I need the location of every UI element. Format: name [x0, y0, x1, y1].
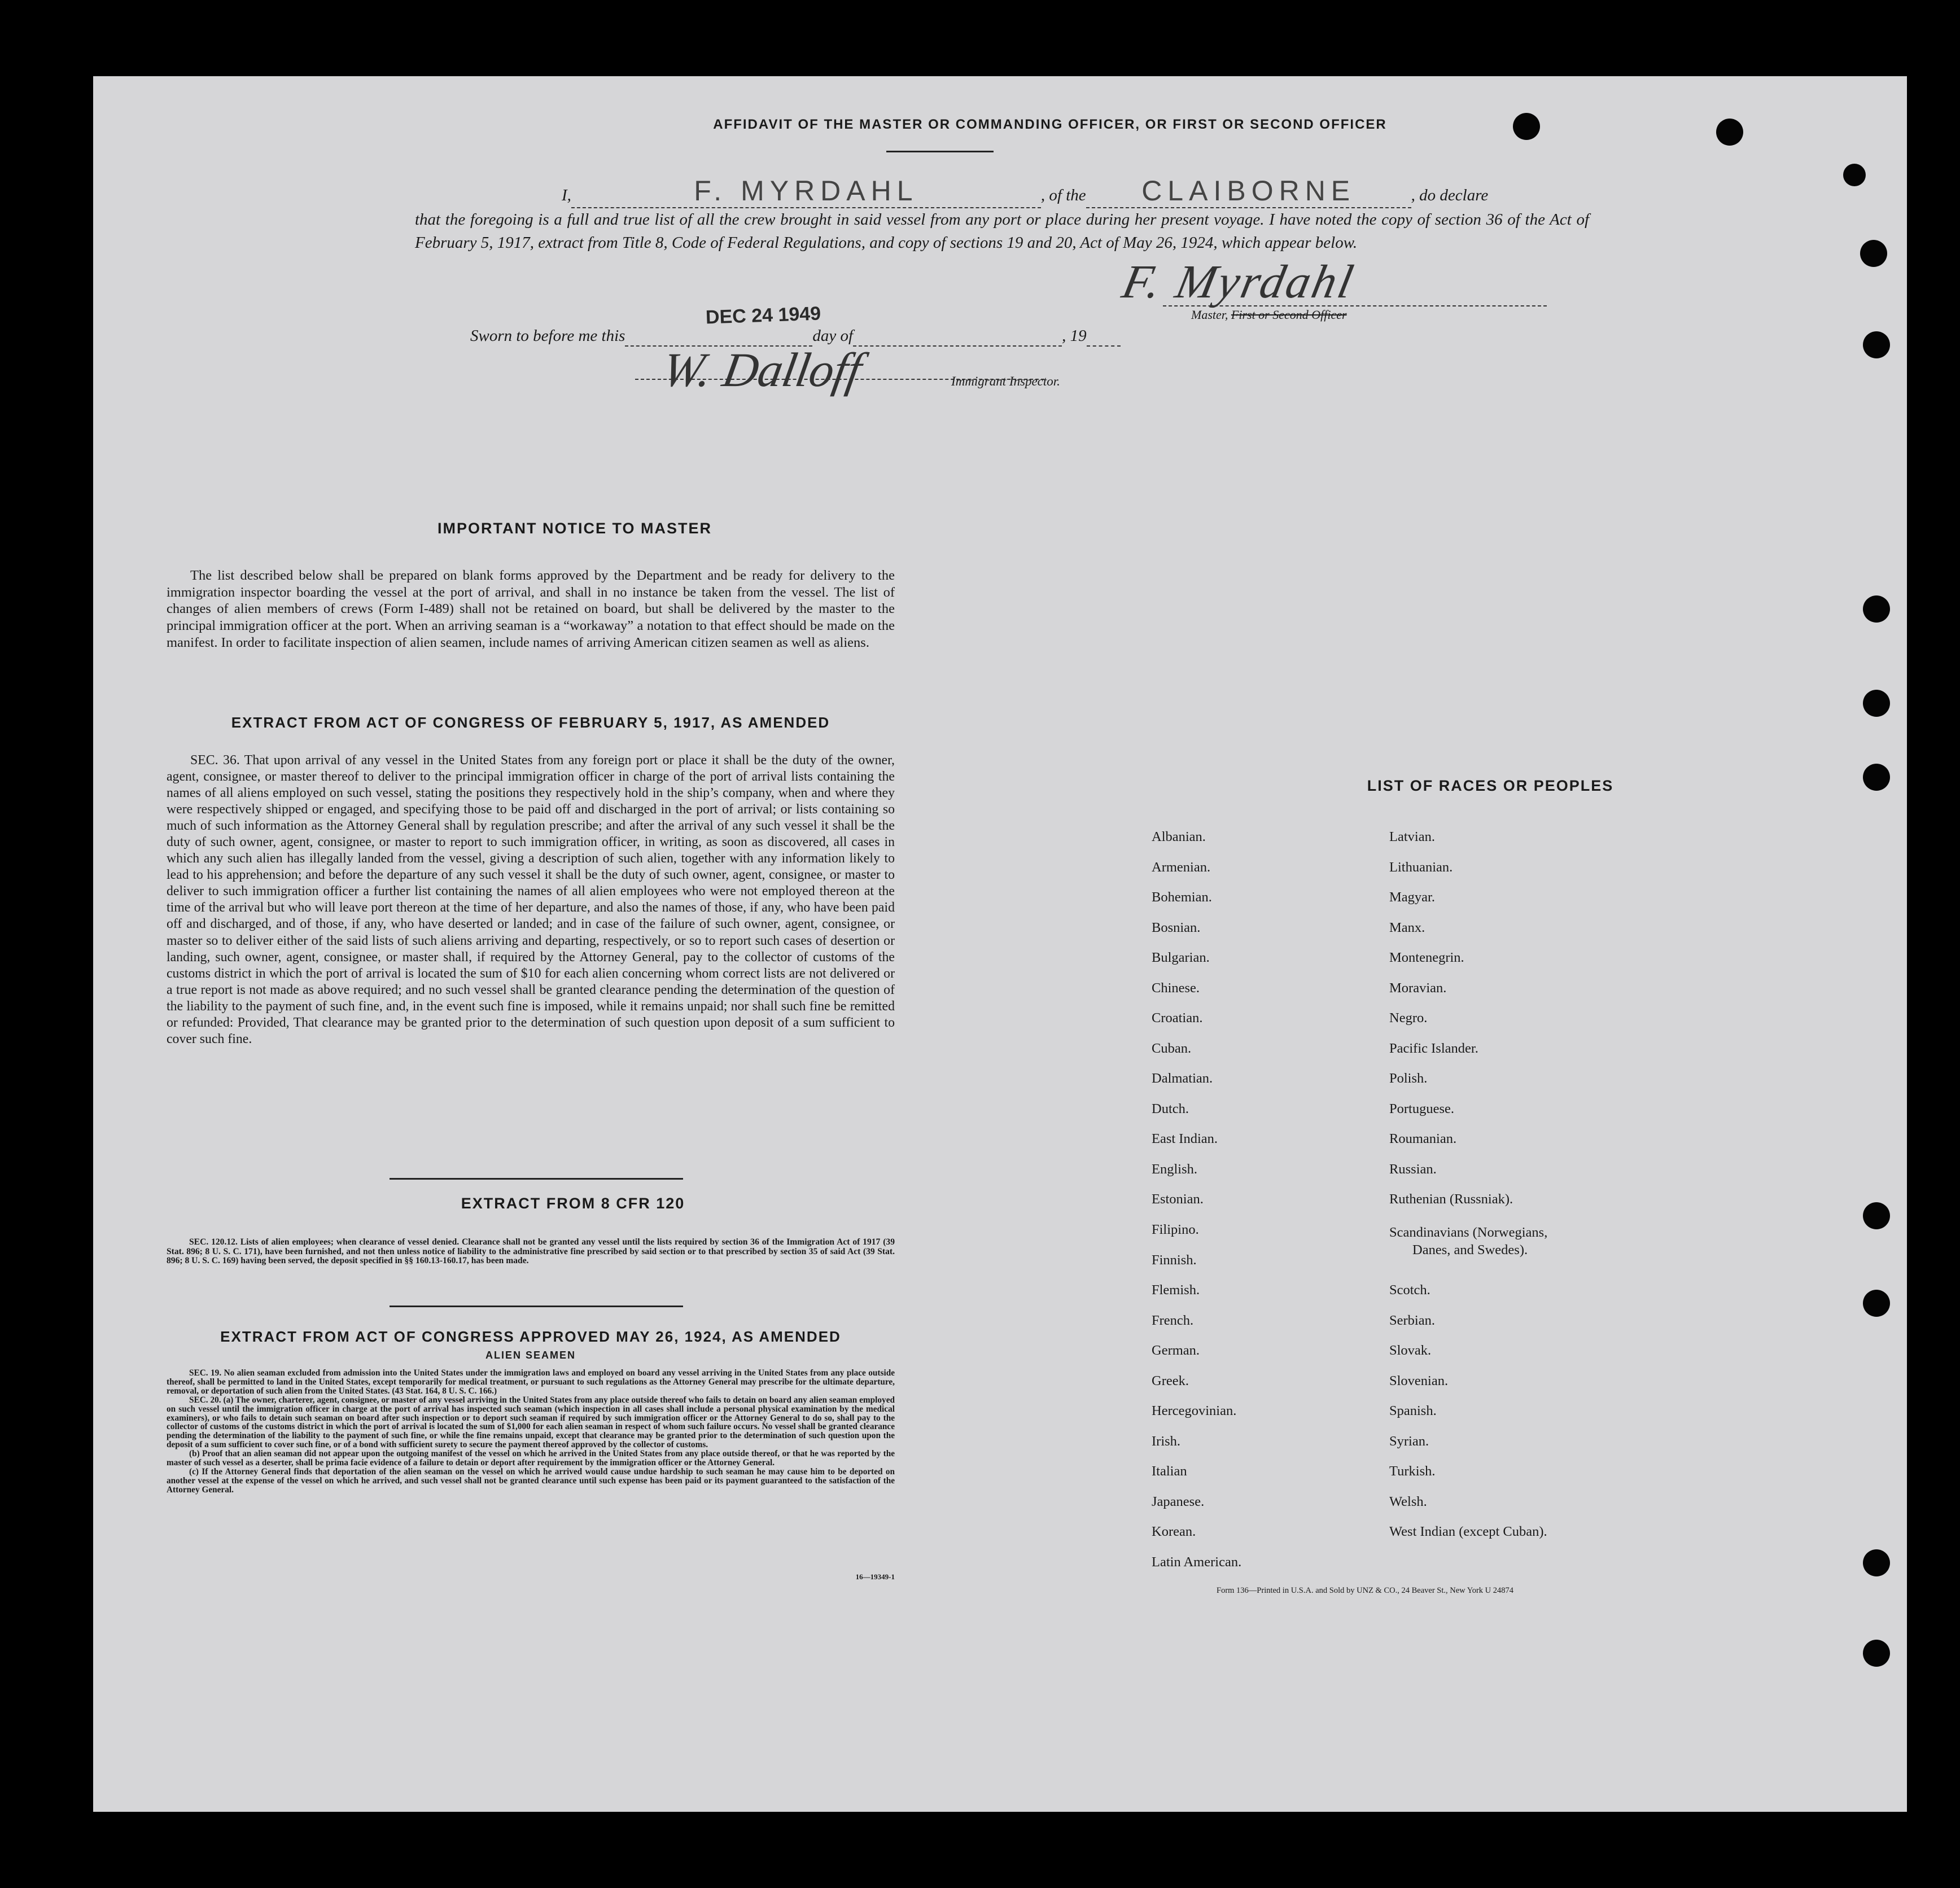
punch-hole: [1863, 764, 1890, 791]
race-item: Finnish.: [1152, 1252, 1197, 1268]
race-item: Polish.: [1389, 1071, 1428, 1086]
punch-hole: [1863, 331, 1890, 358]
affidavit-do-declare: , do declare: [1411, 186, 1489, 204]
affidavit-prefix: I,: [562, 186, 571, 204]
affidavit-first-line: [415, 175, 1589, 208]
race-item: Bosnian.: [1152, 920, 1201, 935]
race-item: Moravian.: [1389, 980, 1447, 996]
race-item: Roumanian.: [1389, 1131, 1457, 1146]
race-item: Montenegrin.: [1389, 950, 1464, 965]
date-stamp: DEC 24 1949: [705, 303, 821, 328]
race-item: Ruthenian (Russniak).: [1389, 1192, 1513, 1207]
race-item: Welsh.: [1389, 1494, 1427, 1509]
race-item: Serbian.: [1389, 1313, 1435, 1328]
race-item: West Indian (except Cuban).: [1389, 1524, 1547, 1539]
race-item: Russian.: [1389, 1162, 1437, 1177]
notice-body: The list described below shall be prepared on blank forms approved by the Department and be ready for delivery to the immigration inspector boarding the vessel at the port of arrival, and shall in no instance be taken from the vessel. The list of changes of alien members of crews (Form I-489) shall not be retained on board, but shall be delivered by the master to the principal immigration officer at the port. When an arriving seaman is a “workaway” a notation to that effect should be made on the manifest. In order to facilitate inspection of alien seamen, include names of arriving American citizen seamen as well as aliens.: [167, 568, 895, 650]
race-item: Italian: [1152, 1464, 1187, 1479]
race-item: Japanese.: [1152, 1494, 1205, 1509]
race-item: Danes, and Swedes).: [1412, 1242, 1528, 1258]
section-divider: [390, 1306, 683, 1307]
affidavit-title: AFFIDAVIT OF THE MASTER OR COMMANDING OFFICER, OR FIRST OR SECOND OFFICER: [713, 117, 1387, 132]
race-item: Bulgarian.: [1152, 950, 1210, 965]
race-item: Croatian.: [1152, 1010, 1203, 1026]
punch-hole: [1716, 119, 1743, 146]
race-item: Korean.: [1152, 1524, 1196, 1539]
form-number: 16—19349-1: [855, 1572, 895, 1581]
race-item: Greek.: [1152, 1373, 1189, 1388]
race-item: Scandinavians (Norwegians,: [1389, 1225, 1548, 1240]
punch-hole: [1860, 240, 1887, 267]
race-item: German.: [1152, 1343, 1200, 1358]
sworn-year-prefix: , 19: [1062, 327, 1087, 345]
act-1924-title: EXTRACT FROM ACT OF CONGRESS APPROVED MAY 26, 1924, AS AMENDED: [220, 1328, 841, 1345]
affidavit-body: [415, 175, 1589, 255]
race-item: Chinese.: [1152, 980, 1200, 996]
sworn-text: Sworn to before me this: [470, 327, 625, 345]
race-item: Pacific Islander.: [1389, 1041, 1478, 1056]
race-item: Bohemian.: [1152, 890, 1212, 905]
race-item: Flemish.: [1152, 1282, 1200, 1298]
act-1924-paragraph: (c) If the Attorney General finds that deportation of the alien seaman on the vessel on which he arrived would cause undue hardship to such seaman he may cause him to be deported on another vessel at the expense of the vessel on which he arrived, and such vessel shall not be granted clearance until such expense has been paid or its payment guaranteed to the satisfaction of the Attorney General.: [167, 1466, 895, 1495]
race-item: Manx.: [1389, 920, 1425, 935]
race-item: Spanish.: [1389, 1403, 1437, 1418]
affidavit-declaration: that the foregoing is a full and true list of all the crew brought in said vessel from any port or place during her present voyage. I have noted the copy of section 36 of the Act of February 5, 1917, extract from Title 8, Code of Federal Regulations, and copy of sections 19 and 20, Act of May 26, 1924, which appear below.: [415, 211, 1589, 252]
race-item: Dalmatian.: [1152, 1071, 1213, 1086]
inspector-signature: W. Dalloff: [658, 343, 866, 397]
race-item: Slovak.: [1389, 1343, 1432, 1358]
race-item: Irish.: [1152, 1434, 1181, 1449]
act-1917-title: EXTRACT FROM ACT OF CONGRESS OF FEBRUARY 5, 1917, AS AMENDED: [231, 714, 830, 731]
vessel-name-field: [1086, 175, 1411, 208]
punch-hole: [1513, 113, 1540, 140]
race-item: Armenian.: [1152, 860, 1211, 875]
punch-hole: [1863, 1202, 1890, 1229]
act-1924-subtitle: ALIEN SEAMEN: [485, 1350, 576, 1361]
punch-hole: [1843, 164, 1866, 186]
race-item: Estonian.: [1152, 1192, 1204, 1207]
master-name-field: [571, 175, 1041, 208]
document-page: [93, 76, 1907, 1812]
race-item: Turkish.: [1389, 1464, 1436, 1479]
race-item: Dutch.: [1152, 1101, 1189, 1116]
act-1924-body: [167, 1369, 895, 1495]
race-item: French.: [1152, 1313, 1194, 1328]
race-item: Slovenian.: [1389, 1373, 1449, 1388]
race-item: Filipino.: [1152, 1222, 1199, 1237]
sworn-day-of: day of: [812, 327, 854, 345]
punch-hole: [1863, 690, 1890, 717]
inspector-caption: Immigrant Inspector.: [951, 374, 1060, 388]
punch-hole: [1863, 1640, 1890, 1667]
cfr-title: EXTRACT FROM 8 CFR 120: [461, 1195, 685, 1212]
act-1924-paragraph: (b) Proof that an alien seaman did not appear upon the outgoing manifest of the vessel on which he arrived in the United States from any place outside thereof, or that he was reported by the master of such vessel as a deserter, shall be prima facie evidence of a failure to detain or deport after requirement by the immigration officer or the Attorney General.: [167, 1449, 895, 1468]
punch-hole: [1863, 1290, 1890, 1317]
act-1924-paragraph: SEC. 19. No alien seaman excluded from admission into the United States under the immigration laws and employed on board any vessel arriving in the United States from any place outside thereof, shall be permitted to land in the United States, except temporarily for medical treatment, or pursuant to such regulations as the Attorney General may prescribe for the ultimate departure, removal, or deportation of such alien from the United States. (43 Stat. 164, 8 U. S. C. 166.): [167, 1368, 895, 1396]
punch-hole: [1863, 1549, 1890, 1576]
section-divider: [390, 1178, 683, 1180]
race-item: English.: [1152, 1162, 1197, 1177]
sworn-year-field: [1087, 327, 1121, 347]
affidavit-of-the: , of the: [1040, 186, 1086, 204]
race-item: Syrian.: [1389, 1434, 1429, 1449]
race-item: Lithuanian.: [1389, 860, 1453, 875]
act-1924-paragraph: SEC. 20. (a) The owner, charterer, agent, consignee, or master of any vessel arriving in the United States from any place outside thereof who fails to detain on board any alien seaman employed on such vessel until the immigration officer in charge at the port of arrival has inspected such seaman (which inspection in all cases shall include a personal physical examination by the medical examiners), or who fails to detain such seaman on board after such inspection or to deport such seaman if required by such immigration officer or the Attorney General to do so, shall pay to the collector of customs of the customs district in which the port of arrival is located the sum of $1,000 for each alien seaman in respect of whom such failure occurs. No vessel shall be granted clearance pending the determination of the liability to the payment of such fine, or while the fine remains unpaid, except that clearance may be granted prior to the determination of such question upon the deposit of a sum sufficient to cover such fine, or of a bond with sufficient surety to secure the payment thereof approved by the collector of customs.: [167, 1395, 895, 1450]
master-signature-line: [1163, 305, 1547, 306]
race-item: Scotch.: [1389, 1282, 1430, 1298]
vessel-name-handwritten: CLAIBORNE: [1141, 175, 1356, 207]
act-1917-body: SEC. 36. That upon arrival of any vessel in the United States from any foreign port or place it shall be the duty of the owner, agent, consignee, or master thereof to deliver to the principal immigration officer in charge of the port of arrival lists containing the names of all aliens employed on such vessel, stating the positions they respectively hold in the ship’s company, when and where they were respectively shipped or engaged, and specifying those to be paid off and discharged in the port of arrival; or lists containing so much of such information as the Attorney General shall by regulation prescribe; and after the arrival of any such vessel it shall be the duty of such owner, agent, consignee, or master to report to such immigration officer, in writing, as soon as discovered, all cases in which any such alien has illegally landed from the vessel, giving a description of such alien, together with any information likely to lead to his apprehension; and before the departure of any such vessel it shall be the duty of such owner, agent, consignee, or master to deliver to such immigration officer a further list containing the names of all alien employees who were not employed thereon at the time of the arrival but who will leave port thereon at the time of her departure, and also the names of those, if any, who have been paid off and discharged, and of those, if any, who have deserted or landed; and in case of the failure of such owner, agent, consignee, or master so to deliver either of the said lists of such aliens arriving and departing, respectively, or so to report such cases of desertion or landing, such owner, agent, consignee, or master shall, if required by the Attorney General, pay to the collector of customs of the customs district in which the port of arrival is located the sum of $10 for each alien concerning whom correct lists are not delivered or a true report is not made as above required; and no such vessel shall be granted clearance pending the determination of the question of the liability to the payment of such fine, and, in the event such fine is imposed, while it remains unpaid; nor shall such fine be remitted or refunded: Provided, That clearance may be granted prior to the determination of such question upon deposit of a sum sufficient to cover such fine.: [167, 753, 895, 1046]
master-caption: [1191, 308, 1347, 322]
race-item: Negro.: [1389, 1010, 1428, 1026]
race-item: East Indian.: [1152, 1131, 1218, 1146]
master-caption-struck: First or Second Officer: [1231, 308, 1347, 322]
form-footer: Form 136—Printed in U.S.A. and Sold by UNZ & CO., 24 Beaver St., New York U 24874: [1217, 1586, 1514, 1595]
race-item: Latin American.: [1152, 1554, 1242, 1570]
race-item: Hercegovinian.: [1152, 1403, 1237, 1418]
race-item: Magyar.: [1389, 890, 1435, 905]
race-item: Albanian.: [1152, 829, 1206, 844]
cfr-body: SEC. 120.12. Lists of alien employees; when clearance of vessel denied. Clearance shall not be granted any vessel until the lists required by section 36 of the Immigration Act of 1917 (39 Stat. 896; 8 U. S. C. 171), have been furnished, and not then unless notice of liability to the administrative fine prescribed by said section or to that prescribed by section 35 of said Act (39 Stat. 896; 8 U. S. C. 169) having been served, the deposit specified in §§ 160.13-160.17, has been made.: [167, 1237, 895, 1265]
race-item: Cuban.: [1152, 1041, 1192, 1056]
race-item: Latvian.: [1389, 829, 1435, 844]
master-caption-text: Master,: [1191, 308, 1231, 322]
affidavit-title-rule: [886, 151, 994, 152]
master-name-handwritten: F. MYRDAHL: [694, 175, 918, 207]
master-signature: F. Myrdahl: [1118, 256, 1360, 308]
races-title: LIST OF RACES OR PEOPLES: [1367, 777, 1614, 794]
race-item: Portuguese.: [1389, 1101, 1454, 1116]
notice-title: IMPORTANT NOTICE TO MASTER: [438, 520, 712, 537]
punch-hole: [1863, 595, 1890, 623]
